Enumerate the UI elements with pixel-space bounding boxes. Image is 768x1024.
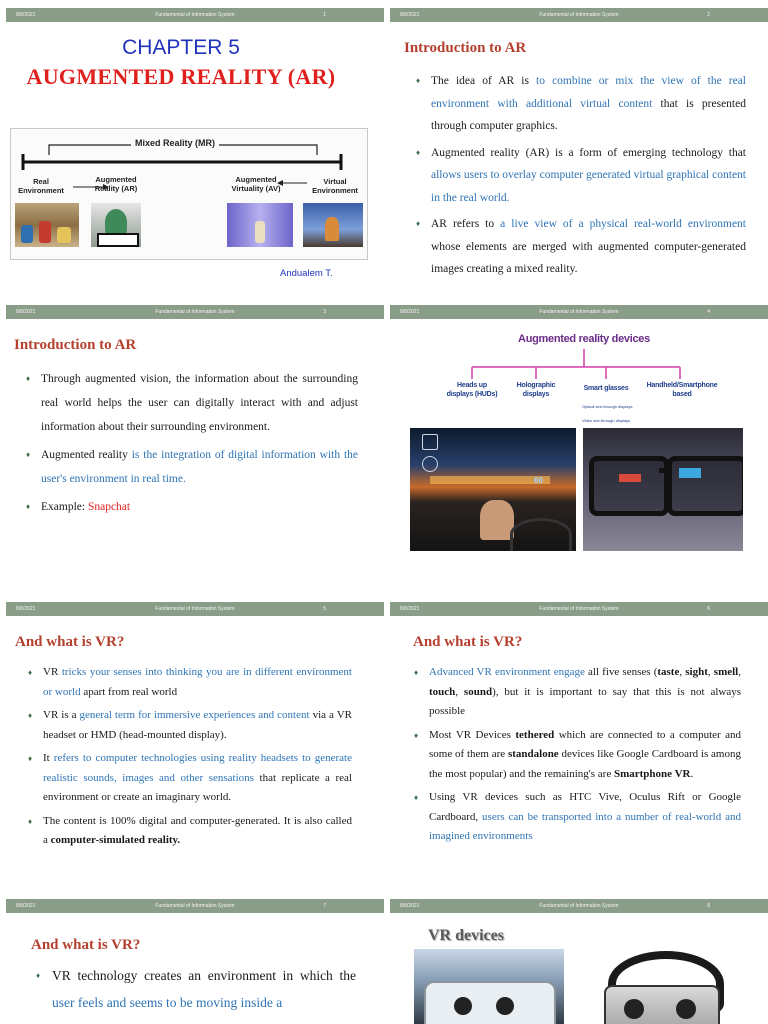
slide-2 [390,8,768,298]
category-smart-glasses: Smart glasses [583,385,629,392]
smart-glasses-video: Video see-through displays [582,418,631,423]
category-holographic: Holographic displays [516,382,556,398]
vr-headset-photo-2 [590,947,730,1024]
bullet-item: ♦ It refers to computer technologies using reality headsets to generate realistic sounds, images and other sensations that replicate a real environment or create an imaginary world. [28,749,352,808]
smart-glasses-photo [583,428,743,551]
slide-6 [390,602,768,892]
slide-3 [6,305,384,595]
slide-number: 8 [707,903,710,909]
hud-car-photo [410,428,576,551]
bullet-list [28,663,352,851]
slide-course: Fundamental of Information System [539,12,619,18]
chapter-label: CHAPTER 5 [122,36,240,59]
slide-date: 8/8/2021 [400,606,420,612]
mixed-reality-label: Mixed Reality (MR) [131,138,219,148]
slide-title: And what is VR? [31,937,141,953]
slide-number: 3 [323,309,326,315]
slide-number: 1 [323,12,326,18]
slide-course: Fundamental of Information System [539,903,619,909]
slide-title: Introduction to AR [14,337,137,353]
slide-footer-bar [390,305,768,319]
bullet-item: ♦ Most VR Devices tethered which are connected to a computer and some of them are standalone devices like Google Cardboard is among the most popular) and the remaining's are Smartphone VR. [414,726,741,785]
slide-number: 2 [707,12,710,18]
slide-course: Fundamental of Information System [155,606,235,612]
bullet-item: ♦ Using VR devices such as HTC Vive, Oculus Rift or Google Cardboard, users can be transported into a number of real-world and imagined environments [414,788,741,847]
slide-course: Fundamental of Information System [539,606,619,612]
slide-footer-bar [6,602,384,616]
bullet-item: ♦ VR technology creates an environment in which the user feels and seems to be moving inside a [36,962,356,1016]
slide-course: Fundamental of Information System [155,903,235,909]
category-handheld: Handheld/Smartphone based [646,382,718,398]
slide-number: 5 [323,606,326,612]
slide-footer-bar [6,899,384,913]
slide-date: 8/8/2021 [16,309,36,315]
hud-speed-readout: 60 [534,476,543,485]
slide-number: 7 [323,903,326,909]
bullet-item: ♦ AR refers to a live view of a physical real-world environment whose elements are merged with augmented computer-generated images creating a mixed reality. [416,213,746,281]
bullet-item: ♦ VR tricks your senses into thinking you are in different environment or world apart from real world [28,663,352,702]
category-huds: Heads up displays (HUDs) [446,382,498,398]
slide-title: And what is VR? [413,634,523,650]
bullet-item: ♦ Advanced VR environment engage all five senses (taste, sight, smell, touch, sound), but it is important to say that this is not always possible [414,663,741,722]
slide-date: 8/8/2021 [400,903,420,909]
bullet-item: ♦ The idea of AR is to combine or mix the view of the real environment with additional virtual content that is presented through computer graphics. [416,70,746,138]
slide-title: And what is VR? [15,634,125,650]
augmented-reality-photo [91,203,141,247]
slide-course: Fundamental of Information System [155,309,235,315]
slide-date: 8/8/2021 [16,606,36,612]
bullet-item: ♦ Through augmented vision, the information about the surrounding real world helps the user can digitally interact with and adjust information about their surrounding environment. [26,367,358,439]
label-real-env: Real Environment [18,177,64,195]
chapter-title: AUGMENTED REALITY (AR) [26,64,336,89]
slide-title: Introduction to AR [404,40,527,56]
author-name: Andualem T. [280,268,333,279]
bullet-list [416,70,746,281]
slide-number: 4 [707,309,710,315]
mixed-reality-diagram [10,128,368,260]
virtual-environment-photo [303,203,363,247]
slide-course: Fundamental of Information System [155,12,235,18]
label-augmented-virtuality: Augmented Virtuality (AV) [231,175,281,193]
bullet-list [414,663,741,847]
smart-glasses-optical: Optical see-through displays [582,404,633,409]
slide-date: 8/8/2021 [16,12,36,18]
slide-4 [390,305,768,595]
slide-footer-bar [390,8,768,22]
slide-number: 6 [707,606,710,612]
bullet-item: ♦ VR is a general term for immersive experiences and content via a VR headset or HMD (head-mounted display). [28,706,352,745]
bullet-item: ♦ Augmented reality (AR) is a form of emerging technology that allows users to overlay computer generated virtual graphical content in the real world. [416,142,746,210]
slide-date: 8/8/2021 [16,903,36,909]
slide-7 [6,899,384,1024]
slide-course: Fundamental of Information System [539,309,619,315]
bullet-item: ♦ Augmented reality is the integration of digital information with the user's environment in real time. [26,443,358,491]
slide-footer-bar [390,602,768,616]
slide-title: Augmented reality devices [518,333,650,345]
real-environment-photo [15,203,79,247]
slide-date: 8/8/2021 [400,309,420,315]
bullet-list [26,367,358,519]
slide-footer-bar [6,8,384,22]
label-virtual-env: Virtual Environment [312,177,358,195]
bullet-item: ♦ Example: Snapchat [26,495,358,519]
bullet-item: ♦ The content is 100% digital and computer-generated. It is also called a computer-simulated reality. [28,812,352,851]
slide-1 [6,8,384,298]
slide-5 [6,602,384,892]
slide-8 [390,899,768,1024]
augmented-virtuality-photo [227,203,293,247]
slide-title: VR devices [428,927,504,944]
vr-headset-photo-1 [414,949,564,1024]
slide-footer-bar [390,899,768,913]
label-augmented-reality: Augmented Reality (AR) [94,175,138,193]
bullet-list [36,962,356,1016]
slide-date: 8/8/2021 [400,12,420,18]
slide-footer-bar [6,305,384,319]
